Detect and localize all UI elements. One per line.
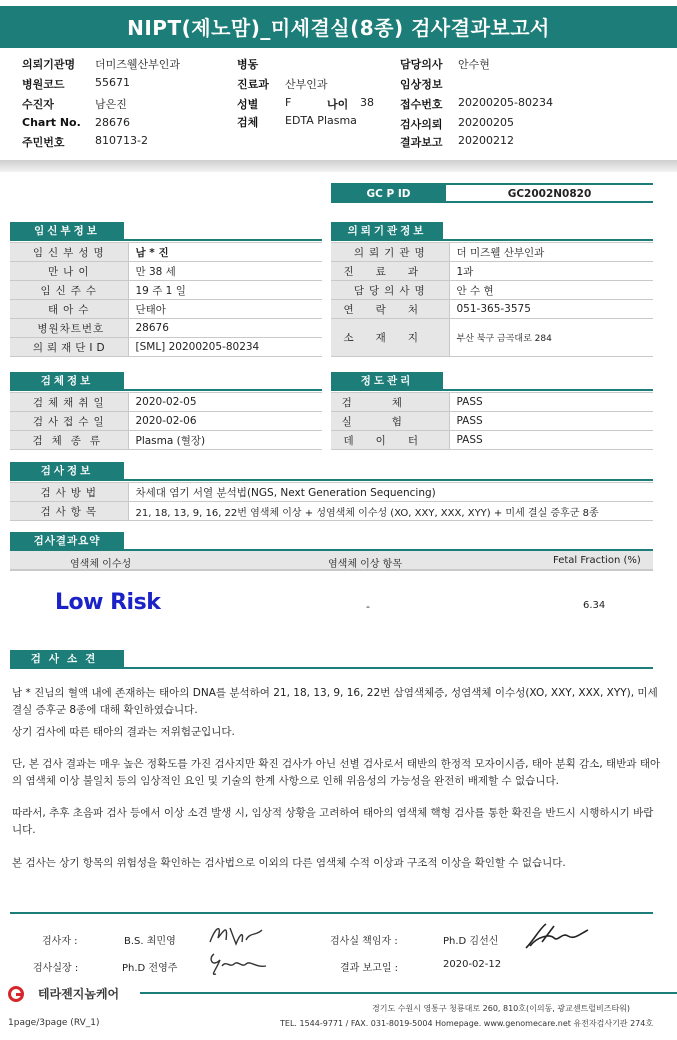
row-value: 안 수 현 bbox=[449, 281, 653, 300]
institution-badge: 의뢰기관정보 bbox=[331, 222, 443, 241]
sex-label: 성별 bbox=[237, 98, 259, 111]
specimen-value: EDTA Plasma bbox=[285, 114, 357, 127]
row-label: 소재지 bbox=[331, 319, 449, 357]
row-value: Plasma (혈장) bbox=[128, 431, 322, 450]
specimen-label: 검체 bbox=[237, 116, 259, 129]
director-label: 검사실 책임자 : bbox=[330, 936, 398, 947]
row-label: 담당의사명 bbox=[331, 281, 449, 300]
table-row bbox=[10, 483, 653, 502]
table-row bbox=[331, 393, 653, 412]
row-value: 더 미즈웰 산부인과 bbox=[449, 243, 653, 262]
chart-label: Chart No. bbox=[22, 116, 81, 129]
signature-separator bbox=[10, 912, 653, 914]
abnormal-result: - bbox=[366, 600, 370, 613]
result-col-abnormal: 염색체 이상 항목 bbox=[328, 559, 402, 570]
table-row bbox=[10, 300, 322, 319]
row-label: 검사항목 bbox=[10, 502, 128, 521]
fetal-fraction-value: 6.34 bbox=[583, 600, 606, 611]
qc-badge: 정도관리 bbox=[331, 372, 443, 391]
lab-head-value: Ph.D 전영주 bbox=[122, 963, 178, 974]
result-col-aneuploidy: 염색체 이수성 bbox=[70, 559, 132, 570]
footer-rule bbox=[140, 992, 677, 994]
qc-badge-line bbox=[443, 389, 653, 391]
test-badge: 검사정보 bbox=[10, 462, 124, 481]
row-value: 단태아 bbox=[128, 300, 322, 319]
row-label: 검체 bbox=[331, 393, 449, 412]
dept-value: 산부인과 bbox=[285, 78, 328, 91]
row-label: 실험 bbox=[331, 412, 449, 431]
row-label: 연락처 bbox=[331, 300, 449, 319]
findings-paragraph: 단, 본 검사 결과는 매우 높은 정확도를 가진 검사지만 확진 검사가 아닌 선별 검사로서 태반의 한정적 모자이시즘, 태아 분획 감소, 태반과 태아의 염색체 이상 불일치 등의 임상적인 요인 및 기술의 한계 사항으로 인해 위음성의 가능성을 완전히 배제할 수 없습니다. bbox=[12, 758, 661, 787]
page-number: 1page/3page (RV_1) bbox=[8, 1018, 100, 1028]
age-label: 나이 bbox=[327, 98, 349, 111]
sex-value: F bbox=[285, 96, 292, 109]
clinical-label: 임상정보 bbox=[400, 78, 443, 91]
report-title: NIPT(제노맘)_미세결실(8종) 검사결과보고서 bbox=[0, 0, 677, 48]
row-value: 2020-02-05 bbox=[128, 393, 322, 412]
doctor-label: 담당의사 bbox=[400, 58, 443, 71]
hospital-label: 의뢰기관명 bbox=[22, 58, 76, 71]
table-row bbox=[331, 243, 653, 262]
row-label: 의뢰재단ID bbox=[10, 338, 128, 357]
age-value: 38 bbox=[360, 96, 374, 109]
company-contact: TEL. 1544-9771 / FAX. 031-8019-5004 Homepage. www.genomecare.net 유전자검사기관 274호 bbox=[280, 1019, 654, 1028]
row-value: 2020-02-06 bbox=[128, 412, 322, 431]
findings-badge-line bbox=[124, 667, 653, 669]
accession-value: 20200205-80234 bbox=[458, 96, 553, 109]
result-col-ff: Fetal Fraction (%) bbox=[553, 555, 641, 566]
company-logo-icon bbox=[6, 986, 34, 1002]
row-value: 051-365-3575 bbox=[449, 300, 653, 319]
lab-head-label: 검사실장 : bbox=[33, 963, 79, 974]
recipient-label: 수진자 bbox=[22, 98, 54, 111]
table-row bbox=[10, 412, 322, 431]
row-label: 검사접수일 bbox=[10, 412, 128, 431]
row-label: 태아수 bbox=[10, 300, 128, 319]
findings-paragraph: 본 검사는 상기 항목의 위험성을 확인하는 검사법으로 이외의 다른 염색체 수적 이상과 구조적 이상을 확인할 수 없습니다. bbox=[12, 857, 566, 869]
row-value: 21, 18, 13, 9, 16, 22번 염색체 이상 + 성염색체 이수성 (XO, XXY, XXX, XYY) + 미세 결실 증후군 8종 bbox=[128, 502, 653, 521]
company-logo bbox=[6, 985, 119, 1002]
test-table bbox=[10, 482, 653, 521]
row-label: 임신주수 bbox=[10, 281, 128, 300]
director-value: Ph.D 김선신 bbox=[443, 936, 499, 947]
recipient-value: 남은진 bbox=[95, 98, 127, 111]
dept-label: 진료과 bbox=[237, 78, 269, 91]
company-logo-text: 테라젠지놈케어 bbox=[38, 987, 120, 1001]
table-row bbox=[10, 431, 322, 450]
rrn-label: 주민번호 bbox=[22, 136, 65, 149]
table-row bbox=[331, 262, 653, 281]
findings-paragraph: 상기 검사에 따른 태아의 결과는 저위험군입니다. bbox=[12, 726, 235, 738]
specimen-badge: 검체정보 bbox=[10, 372, 124, 391]
row-value: 19 주 1 일 bbox=[128, 281, 322, 300]
findings-paragraph: 남 * 진님의 혈액 내에 존재하는 태아의 DNA를 분석하여 21, 18, 13, 9, 16, 22번 삼염색체증, 성염색체 이수성(XO, XXY, XXX, XYY), 미세 결실 증후군 8종에 대해 확인하였습니다. bbox=[12, 687, 658, 716]
row-value: PASS bbox=[449, 393, 653, 412]
result-badge: 검사결과요약 bbox=[10, 532, 124, 551]
row-label: 의뢰기관명 bbox=[331, 243, 449, 262]
table-row bbox=[10, 319, 322, 338]
report-date-label: 결과 보고일 : bbox=[340, 963, 399, 974]
table-row bbox=[10, 502, 653, 521]
patient-header bbox=[0, 54, 677, 154]
header-separator bbox=[0, 160, 677, 172]
table-row bbox=[331, 431, 653, 450]
ward-label: 병동 bbox=[237, 58, 259, 71]
hospital-value: 더미즈웰산부인과 bbox=[95, 58, 181, 71]
pregnant-table bbox=[10, 242, 322, 357]
row-value: PASS bbox=[449, 431, 653, 450]
lab-head-signature bbox=[206, 948, 272, 978]
row-value: PASS bbox=[449, 412, 653, 431]
table-row bbox=[10, 262, 322, 281]
tester-label: 검사자 : bbox=[42, 936, 78, 947]
gcpid-box bbox=[331, 183, 653, 203]
row-label: 검체종류 bbox=[10, 431, 128, 450]
gcpid-value: GC2002N0820 bbox=[507, 188, 592, 200]
requested-value: 20200205 bbox=[458, 116, 514, 129]
table-row bbox=[10, 243, 322, 262]
reported-label: 결과보고 bbox=[400, 136, 443, 149]
director-signature bbox=[520, 918, 592, 956]
code-label: 병원코드 bbox=[22, 78, 65, 91]
findings-badge: 검사소견 bbox=[10, 650, 124, 669]
row-value: [SML] 20200205-80234 bbox=[128, 338, 322, 357]
table-row bbox=[331, 319, 653, 357]
tester-value: B.S. 최민영 bbox=[124, 936, 176, 947]
report-date-value: 2020-02-12 bbox=[443, 959, 502, 970]
findings-paragraph: 따라서, 추후 초음파 검사 등에서 이상 소견 발생 시, 임상적 상황을 고려하여 태아의 염색체 핵형 검사를 통한 확진을 반드시 시행하시기 바랍니다. bbox=[12, 807, 654, 836]
institution-table bbox=[331, 242, 653, 357]
reported-value: 20200212 bbox=[458, 134, 514, 147]
row-value: 28676 bbox=[128, 319, 322, 338]
pregnant-badge-line bbox=[124, 239, 322, 241]
row-value: 만 38 세 bbox=[128, 262, 322, 281]
test-badge-line bbox=[124, 479, 653, 481]
result-header bbox=[10, 551, 653, 571]
specimen-table bbox=[10, 392, 322, 450]
table-row bbox=[331, 412, 653, 431]
institution-badge-line bbox=[443, 239, 653, 241]
doctor-value: 안수현 bbox=[458, 58, 490, 71]
row-value: 부산 북구 금곡대로 284 bbox=[449, 319, 653, 357]
chart-value: 28676 bbox=[95, 116, 130, 129]
risk-result: Low Risk bbox=[55, 590, 161, 615]
table-row bbox=[331, 281, 653, 300]
row-label: 병원차트번호 bbox=[10, 319, 128, 338]
row-label: 검체채취일 bbox=[10, 393, 128, 412]
code-value: 55671 bbox=[95, 76, 130, 89]
row-value: 차세대 염기 서열 분석법(NGS, Next Generation Sequencing) bbox=[128, 483, 653, 502]
row-label: 데이터 bbox=[331, 431, 449, 450]
specimen-badge-line bbox=[124, 389, 322, 391]
row-value: 남 * 진 bbox=[128, 243, 322, 262]
accession-label: 접수번호 bbox=[400, 98, 443, 111]
row-label: 만나이 bbox=[10, 262, 128, 281]
pregnant-badge: 임신부정보 bbox=[10, 222, 124, 241]
company-address: 경기도 수원시 영통구 청룡대로 260, 810호(이의동, 광교센트럴비즈타워) bbox=[372, 1004, 631, 1013]
table-row bbox=[10, 338, 322, 357]
row-value: 1과 bbox=[449, 262, 653, 281]
table-row bbox=[10, 393, 322, 412]
row-label: 진료과 bbox=[331, 262, 449, 281]
gcpid-label: GC P ID bbox=[331, 185, 446, 201]
table-row bbox=[331, 300, 653, 319]
table-row bbox=[10, 281, 322, 300]
row-label: 임신부성명 bbox=[10, 243, 128, 262]
requested-label: 검사의뢰 bbox=[400, 118, 443, 131]
row-label: 검사방법 bbox=[10, 483, 128, 502]
qc-table bbox=[331, 392, 653, 450]
rrn-value: 810713-2 bbox=[95, 134, 148, 147]
